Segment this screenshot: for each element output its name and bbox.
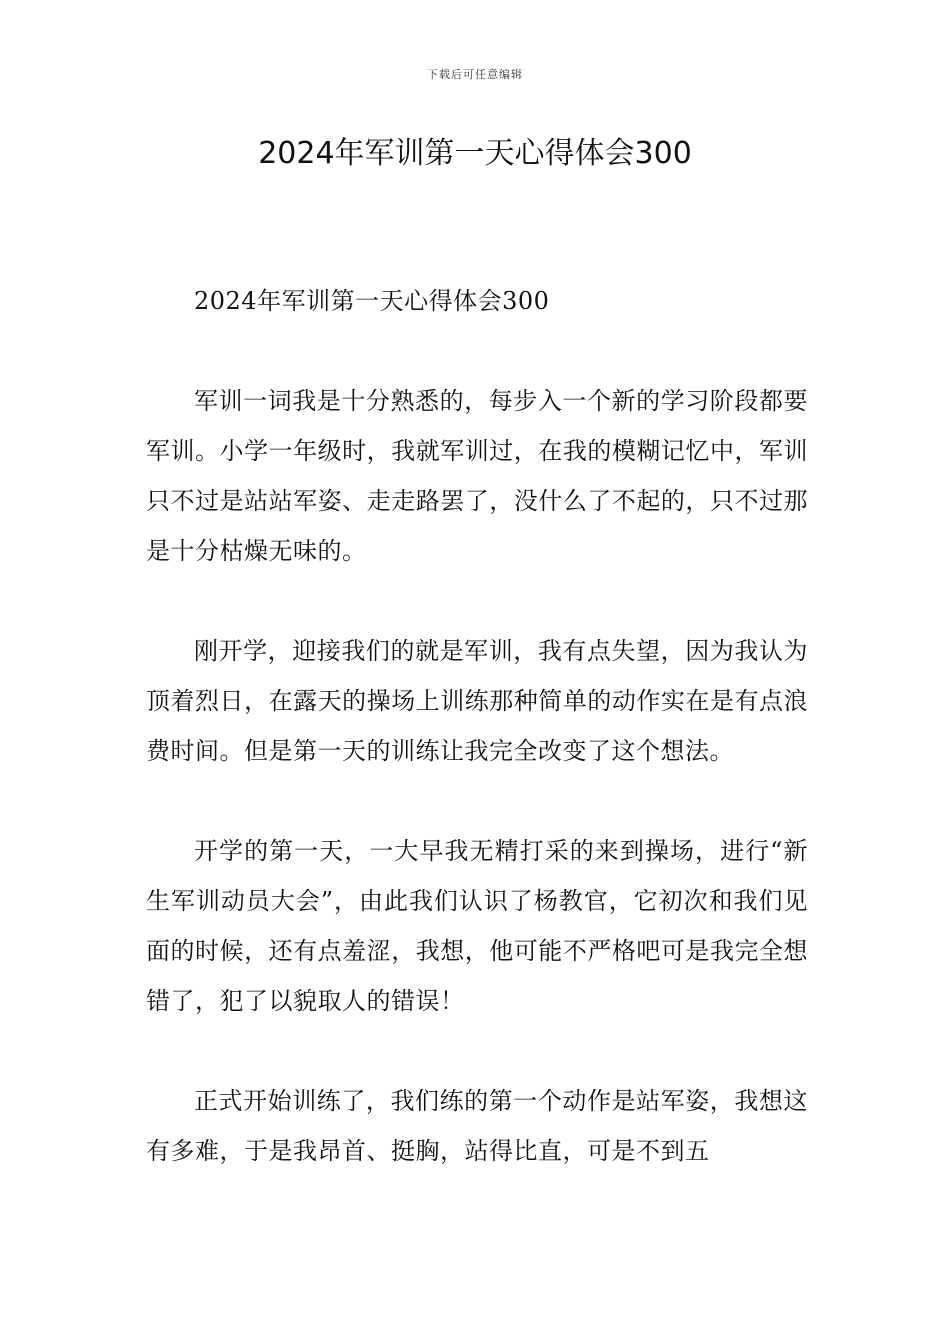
header-note: 下载后可任意编辑 bbox=[427, 68, 523, 81]
document-subtitle: 2024年军训第一天心得体会300 bbox=[194, 287, 550, 315]
paragraph-4: 正式开始训练了，我们练的第一个动作是站军姿，我想这有多难，于是我昂首、挺胸，站得比直，可是不到五 bbox=[146, 1087, 808, 1165]
document-body bbox=[146, 276, 808, 1226]
paragraph-3: 开学的第一天，一大早我无精打采的来到操场，进行“新生军训动员大会”，由此我们认识了杨教官，它初次和我们见面的时候，还有点羞涩，我想，他可能不严格吧可是我完全想错了，犯了以貌取人的错误！ bbox=[146, 837, 808, 1015]
document-title: 2024年军训第一天心得体会300 bbox=[258, 136, 692, 171]
paragraph-2: 刚开学，迎接我们的就是军训，我有点失望，因为我认为顶着烈日，在露天的操场上训练那种简单的动作实在是有点浪费时间。但是第一天的训练让我完全改变了这个想法。 bbox=[146, 637, 808, 765]
paragraph-1: 军训一词我是十分熟悉的，每步入一个新的学习阶段都要军训。小学一年级时，我就军训过，在我的模糊记忆中，军训只不过是站站军姿、走走路罢了，没什么了不起的，只不过那是十分枯燥无味的。 bbox=[146, 387, 808, 565]
